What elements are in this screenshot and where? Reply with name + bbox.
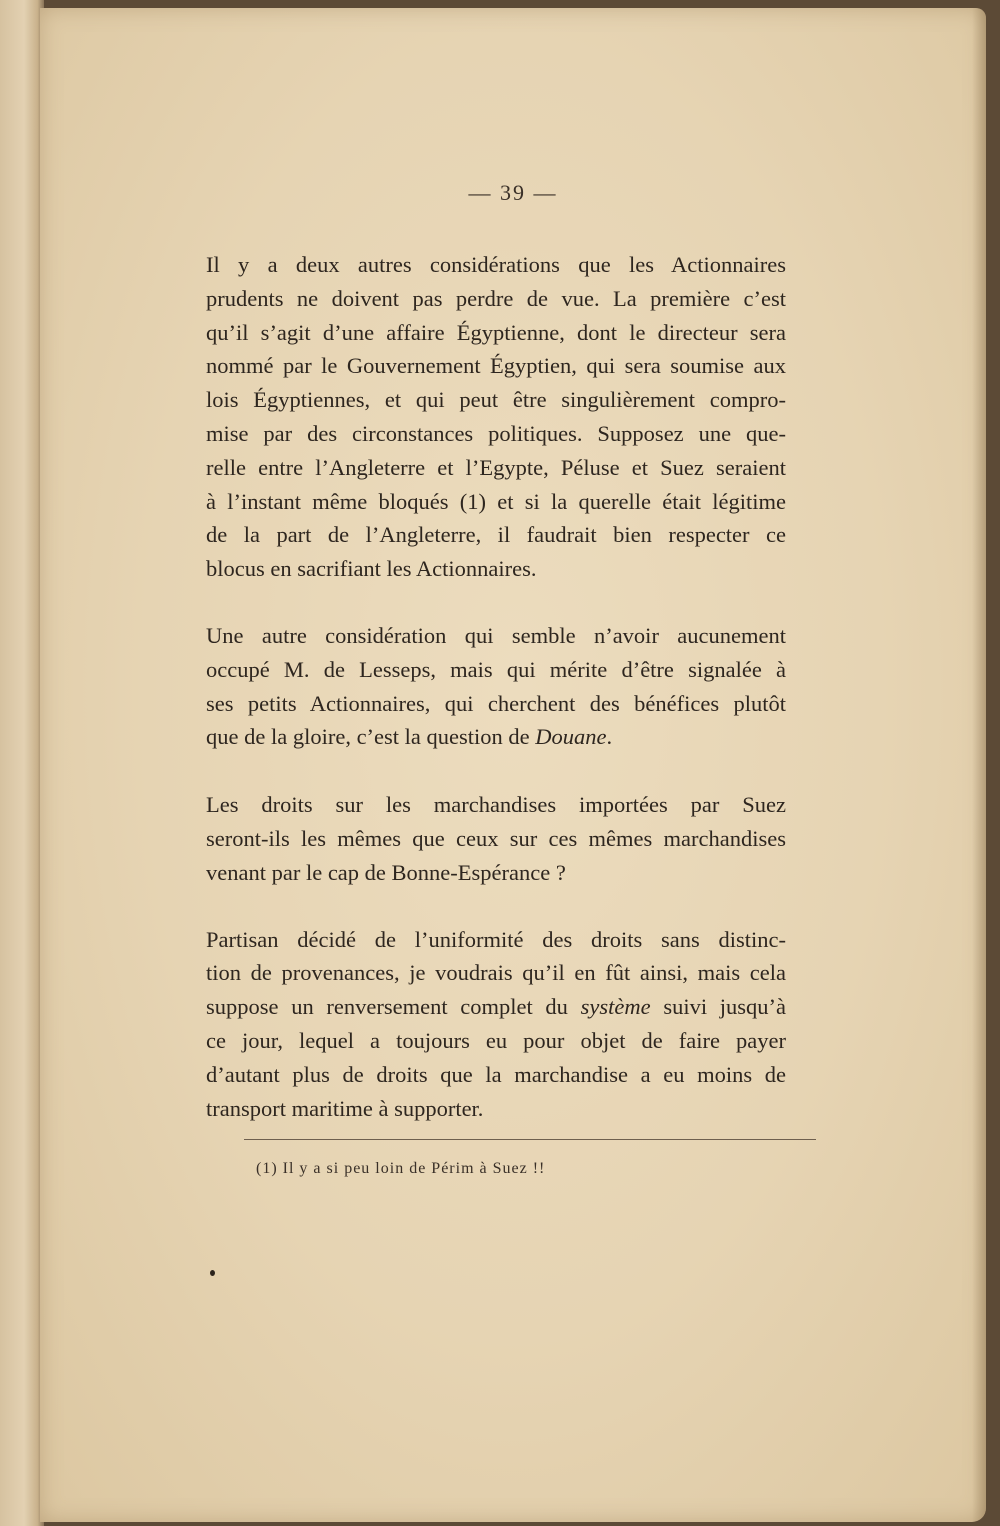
paragraph: [206, 248, 786, 586]
footnote: (1) Il y a si peu loin de Périm à Suez !!: [256, 1160, 546, 1177]
italic-word: système: [580, 994, 651, 1020]
paragraph: [206, 788, 786, 889]
text-line: que de la gloire, c’est la question de Douane.: [206, 724, 613, 750]
text-line: à l’instant même bloqués (1) et si la querelle était légitime: [206, 488, 786, 514]
text-line: de la part de l’Angleterre, il faudrait bien respecter ce: [206, 522, 786, 548]
text-line: d’autant plus de droits que la marchandise a eu moins de: [206, 1061, 786, 1087]
footnote-divider: [244, 1139, 816, 1140]
text-line: qu’il s’agit d’une affaire Égyptienne, dont le directeur sera: [206, 319, 786, 345]
text-line: Il y a deux autres considérations que les Actionnaires: [206, 252, 786, 277]
body-text: [206, 248, 786, 1125]
text-line: blocus en sacrifiant les Actionnaires.: [206, 556, 537, 582]
paragraph: [206, 923, 786, 1126]
italic-word: Douane: [535, 724, 607, 750]
book-page: [40, 8, 986, 1522]
text-line: Partisan décidé de l’uniformité des droits sans distinc-: [206, 926, 786, 952]
text-line: seront-ils les mêmes que ceux sur ces mêmes marchandises: [206, 825, 786, 851]
text-line: occupé M. de Lesseps, mais qui mérite d’être signalée à: [206, 656, 786, 682]
text-line: prudents ne doivent pas perdre de vue. La première c’est: [206, 285, 786, 311]
text-line: Une autre considération qui semble n’avoir aucunement: [206, 622, 786, 648]
ink-speck: [210, 1270, 215, 1276]
page-number: — 39 —: [468, 180, 558, 205]
text-line: nommé par le Gouvernement Égyptien, qui sera soumise aux: [206, 353, 786, 379]
text-line: tion de provenances, je voudrais qu’il en fût ainsi, mais cela: [206, 960, 786, 986]
text-line: relle entre l’Angleterre et l’Egypte, Péluse et Suez seraient: [206, 454, 786, 480]
text-line: mise par des circonstances politiques. Supposez une que-: [206, 420, 786, 446]
previous-page-edge: [0, 0, 44, 1526]
text-line: venant par le cap de Bonne-Espérance ?: [206, 859, 566, 885]
paragraph: [206, 619, 786, 754]
text-line: suppose un renversement complet du système suivi jusqu’à: [206, 994, 787, 1020]
text-line: transport maritime à supporter.: [206, 1095, 484, 1121]
text-line: ses petits Actionnaires, qui cherchent des bénéfices plutôt: [206, 690, 786, 716]
text-line: lois Égyptiennes, et qui peut être singulièrement compro-: [206, 387, 786, 413]
text-line: ce jour, lequel a toujours eu pour objet de faire payer: [206, 1027, 786, 1053]
page-edge-shadow: [972, 8, 986, 1522]
text-line: Les droits sur les marchandises importées par Suez: [206, 792, 786, 818]
